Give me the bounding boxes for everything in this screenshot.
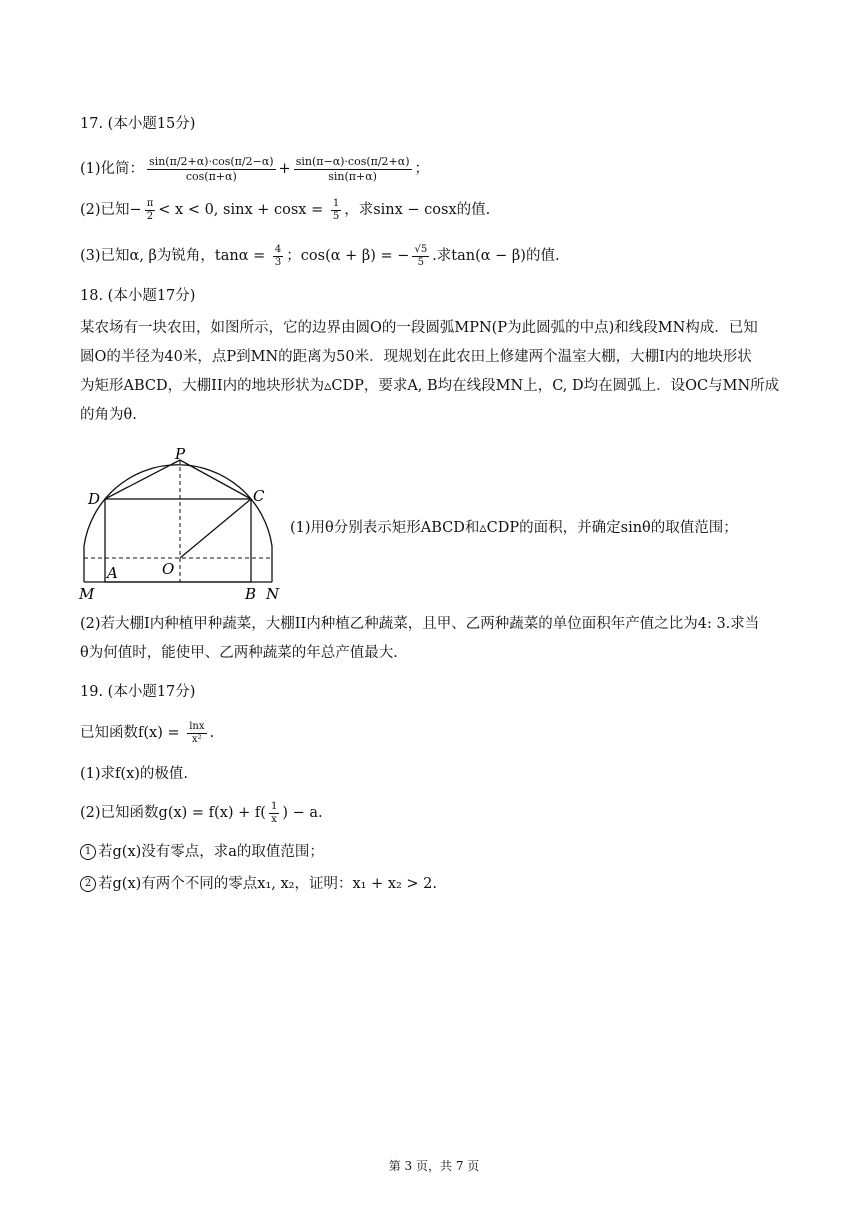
q18-part1: (1)用θ分别表示矩形ABCD和▵CDP的面积，并确定sinθ的取值范围； [290, 520, 738, 536]
q19-part2: (2)已知函数g(x) = f(x) + f( $\frac{1}{x}$ ) − a. [80, 800, 323, 825]
circle-mark-1: 1 [80, 844, 96, 860]
q17-frac1: $\frac{\sin(\pi/2+\alpha)\cdot\cos(\pi/2-\alpha)}{\cos(\pi+\alpha)}$ [149, 154, 274, 183]
q19-header: 19. (本小题17分) [80, 684, 196, 700]
circle-mark-2: 2 [80, 876, 96, 892]
label-o: O [162, 560, 175, 578]
segment-oc [180, 499, 251, 558]
label-c: C [253, 487, 265, 505]
page-footer: 第 3 页，共 7 页 [388, 1159, 480, 1173]
label-p: P [175, 446, 186, 463]
q17-header: 17. (本小题15分) [80, 116, 196, 132]
q17-part3: (3)已知α, β为锐角，tanα = $\frac{4}{3}$ ；cos(α + β) = − $\frac{√5}{5}$ .求tan(α − β)的值. [80, 243, 560, 268]
rect-abcd [105, 499, 251, 582]
q18-statement: 某农场有一块农田，如图所示，它的边界由圆O的一段圆弧MPN(P为此圆弧的中点)和线段MN构成．已知 圆O的半径为40米，点P到MN的距离为50米．现规划在此农田上修建两个温室大棚，大棚I内的地块形状 为矩形ABCD，大棚II内的地块形状为▵CDP，要求A, B均在线段MN上，C, D均在圆弧上．设OC与MN所成 的角为θ. [80, 320, 780, 423]
label-b: B [245, 585, 257, 603]
farm-figure [76, 446, 286, 604]
q19-definition: 已知函数f(x) = $\frac{\ln x}{\text{x²}}$ . [80, 720, 215, 745]
q18-part2: (2)若大棚I内种植甲种蔬菜，大棚II内种植乙种蔬菜，且甲、乙两种蔬菜的单位面积年产值之比为4: 3.求当 θ为何值时，能使甲、乙两种蔬菜的年总产值最大. [80, 616, 760, 661]
q19-condition-1: 1 若g(x)没有零点，求a的取值范围； [80, 842, 324, 862]
label-d: D [88, 490, 101, 508]
q18-header: 18. (本小题17分) [80, 288, 196, 304]
q17-part2: (2)已知− $\frac{\pi}{2}$ < x < 0, sinx + cosx = $\frac{1}{5}$ ，求sinx − cosx的值. [80, 197, 491, 222]
q19-part1: (1)求f(x)的极值. [80, 766, 189, 782]
q19-condition-2: 2 若g(x)有两个不同的零点x₁, x₂，证明：x₁ + x₂ > 2. [80, 874, 437, 894]
label-n: N [266, 585, 280, 603]
q17-frac2: $\frac{\sin(\pi-\alpha)\cdot\cos(\pi/2+\alpha)}{\sin(\pi+\alpha)}$ [295, 154, 410, 183]
q17-part1: (1)化简： $\frac{\sin(\pi/2+\alpha)\cdot\cos(\pi/2-\alpha)}{\cos(\pi+\alpha)}$ + $\frac{\sin(\pi-\alpha)\cdot\cos(\pi/2+\alpha)}{\sin(\pi+\alpha)}$ ； [80, 154, 429, 183]
label-m: M [79, 585, 95, 603]
label-a: A [107, 564, 118, 582]
